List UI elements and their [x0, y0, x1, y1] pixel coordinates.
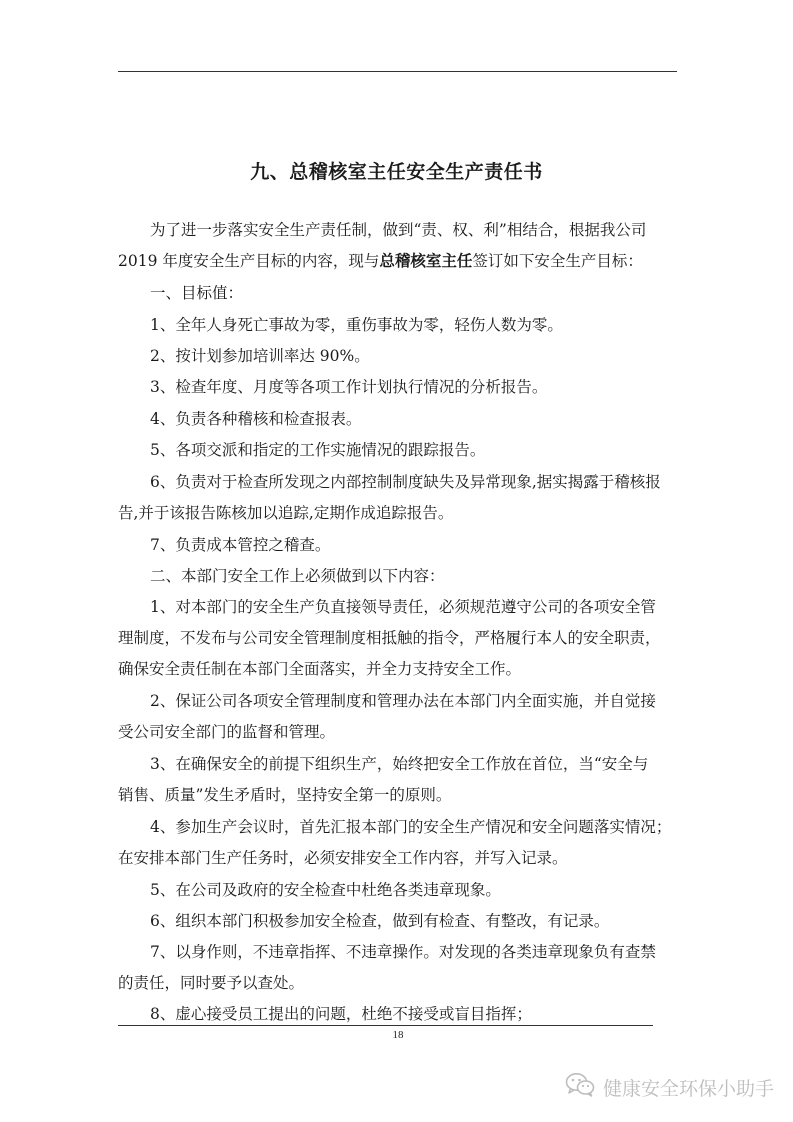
list-item-continued: 告,并于该报告陈核加以追踪,定期作成追踪报告。	[118, 504, 454, 522]
paragraph-line: 为了进一步落实安全生产责任制，做到“责、权、利”相结合，根据我公司	[150, 221, 647, 239]
list-item: 3、在确保安全的前提下组织生产，始终把安全工作放在首位，当“安全与	[150, 755, 649, 773]
list-item-continued: 受公司安全部门的监督和管理。	[118, 723, 336, 741]
list-item-continued: 销售、质量”发生矛盾时，坚持安全第一的原则。	[118, 786, 452, 804]
list-item: 6、组织本部门积极参加安全检查，做到有检查、有整改，有记录。	[150, 912, 610, 930]
list-item: 2、按计划参加培训率达 90%。	[150, 347, 370, 365]
list-item: 7、负责成本管控之稽查。	[150, 536, 331, 554]
section-heading: 二、本部门安全工作上必须做到以下内容：	[150, 567, 445, 585]
wechat-watermark	[565, 1072, 774, 1103]
header-rule	[118, 71, 677, 72]
list-item: 1、全年人身死亡事故为零，重伤事故为零，轻伤人数为零。	[150, 316, 563, 334]
list-item: 2、保证公司各项安全管理制度和管理办法在本部门内全面实施，并自觉接	[150, 692, 656, 710]
wechat-icon	[565, 1072, 595, 1103]
bold-role-name: 总稽核室主任	[379, 252, 473, 270]
paragraph-text: 2019 年度安全生产目标的内容，现与	[118, 252, 380, 270]
list-item: 5、在公司及政府的安全检查中杜绝各类违章现象。	[150, 881, 501, 899]
paragraph-text: 签订如下安全生产目标：	[472, 252, 643, 270]
paragraph-line	[118, 251, 643, 271]
list-item: 3、检查年度、月度等各项工作计划执行情况的分析报告。	[150, 378, 548, 396]
list-item: 4、负责各种稽核和检查报表。	[150, 410, 362, 428]
section-heading: 一、目标值：	[150, 284, 244, 302]
document-title: 九、总稽核室主任安全生产责任书	[250, 161, 543, 183]
list-item: 8、虚心接受员工提出的问题，杜绝不接受或盲目指挥；	[150, 1005, 532, 1023]
list-item-continued: 理制度，不发布与公司安全管理制度相抵触的指令，严格履行本人的安全职责，	[118, 629, 661, 647]
footer-rule	[118, 1025, 653, 1026]
watermark-text: 健康安全环保小助手	[603, 1078, 775, 1100]
page-number: 18	[392, 1029, 404, 1041]
list-item: 5、各项交派和指定的工作实施情况的跟踪报告。	[150, 441, 486, 459]
list-item: 4、参加生产会议时，首先汇报本部门的安全生产情况和安全问题落实情况；	[150, 818, 672, 836]
list-item-continued: 的责任，同时要予以查处。	[118, 974, 305, 992]
list-item-continued: 在安排本部门生产任务时，必须安排安全工作内容，并写入记录。	[118, 849, 568, 867]
list-item: 1、对本部门的安全生产负直接领导责任，必须规范遵守公司的各项安全管	[150, 598, 656, 616]
list-item-continued: 确保安全责任制在本部门全面落实，并全力支持安全工作。	[118, 660, 522, 678]
list-item: 7、以身作则，不违章指挥、不违章操作。对发现的各类违章现象负有查禁	[150, 943, 656, 961]
list-item: 6、负责对于检查所发现之内部控制制度缺失及异常现象,据实揭露于稽核报	[150, 473, 661, 491]
